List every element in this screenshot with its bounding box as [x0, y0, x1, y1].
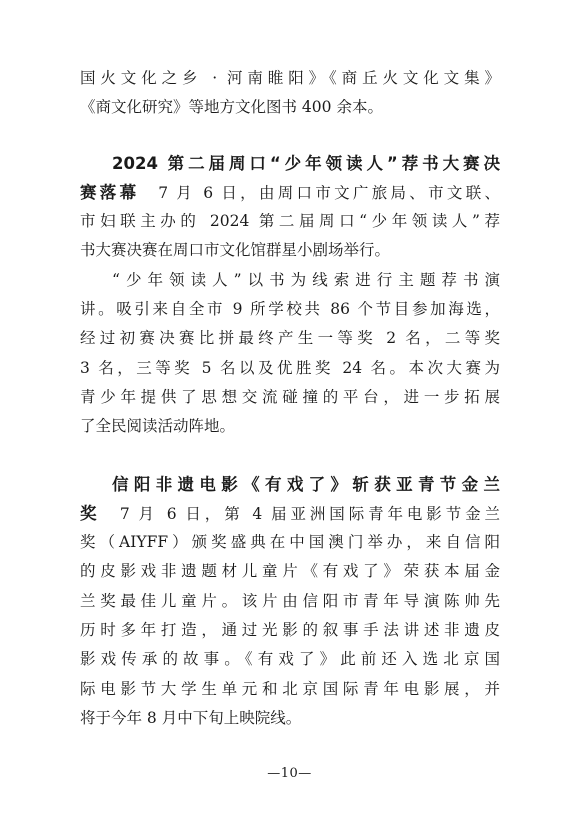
headline-end: 赛落幕 — [80, 182, 140, 202]
text-line: 影戏传承的故事。《有戏了》此前还入选北京国 — [80, 650, 500, 669]
headline: 信阳非遗电影《有戏了》斩获亚青节金兰 — [112, 474, 500, 494]
news-item-film-award — [80, 470, 500, 734]
continuation-paragraph — [80, 64, 500, 123]
text-line: 际电影节大学生单元和北京国际青年电影展，并 — [80, 679, 500, 698]
headline: 2024 第二届周口“少年领读人”荐书大赛决 — [112, 153, 500, 173]
text-line: 经过初赛决赛比拼最终产生一等奖 2 名，二等奖 — [80, 329, 500, 348]
page-number: —10— — [267, 766, 312, 781]
text-line: 《商文化研究》等地方文化图书 400 余本。 — [80, 98, 383, 117]
text-line: 将于今年 8 月中下旬上映院线。 — [80, 708, 302, 727]
text-line: 市妇联主办的 2024 第二届周口“少年领读人”荐 — [80, 212, 500, 231]
text-line: 书大赛决赛在周口市文化馆群星小剧场举行。 — [80, 241, 391, 260]
headline-end: 奖 — [80, 503, 101, 523]
text-line: 国火文化之乡 · 河南睢阳》《商丘火文化文集》 — [80, 69, 500, 87]
text-line — [80, 499, 500, 528]
text-line: 历时多年打造，通过光影的叙事手法讲述非遗皮 — [80, 621, 500, 640]
text-line: 3 名，三等奖 5 名以及优胜奖 24 名。本次大赛为 — [80, 358, 500, 377]
news-item-reading-contest — [80, 149, 500, 442]
document-page — [80, 64, 500, 733]
text-line: “少年领读人”以书为线索进行主题荐书演 — [112, 270, 500, 289]
text-line: 了全民阅读活动阵地。 — [80, 417, 236, 436]
text-line: 的皮影戏非遗题材儿童片《有戏了》荣获本届金 — [80, 562, 500, 581]
text-line: 青少年提供了思想交流碰撞的平台，进一步拓展 — [80, 387, 500, 406]
text-line — [80, 178, 500, 207]
text-line: 奖（AIYFF）颁奖盛典在中国澳门举办，来自信阳 — [80, 533, 500, 552]
text-line: 兰奖最佳儿童片。该片由信阳市青年导演陈帅先 — [80, 591, 500, 610]
text-line: 讲。吸引来自全市 9 所学校共 86 个节目参加海选， — [80, 300, 500, 319]
body-text: 7 月 6 日，第 4 届亚洲国际青年电影节金兰 — [119, 504, 500, 523]
body-text: 7 月 6 日，由周口市文广旅局、市文联、 — [158, 183, 500, 202]
